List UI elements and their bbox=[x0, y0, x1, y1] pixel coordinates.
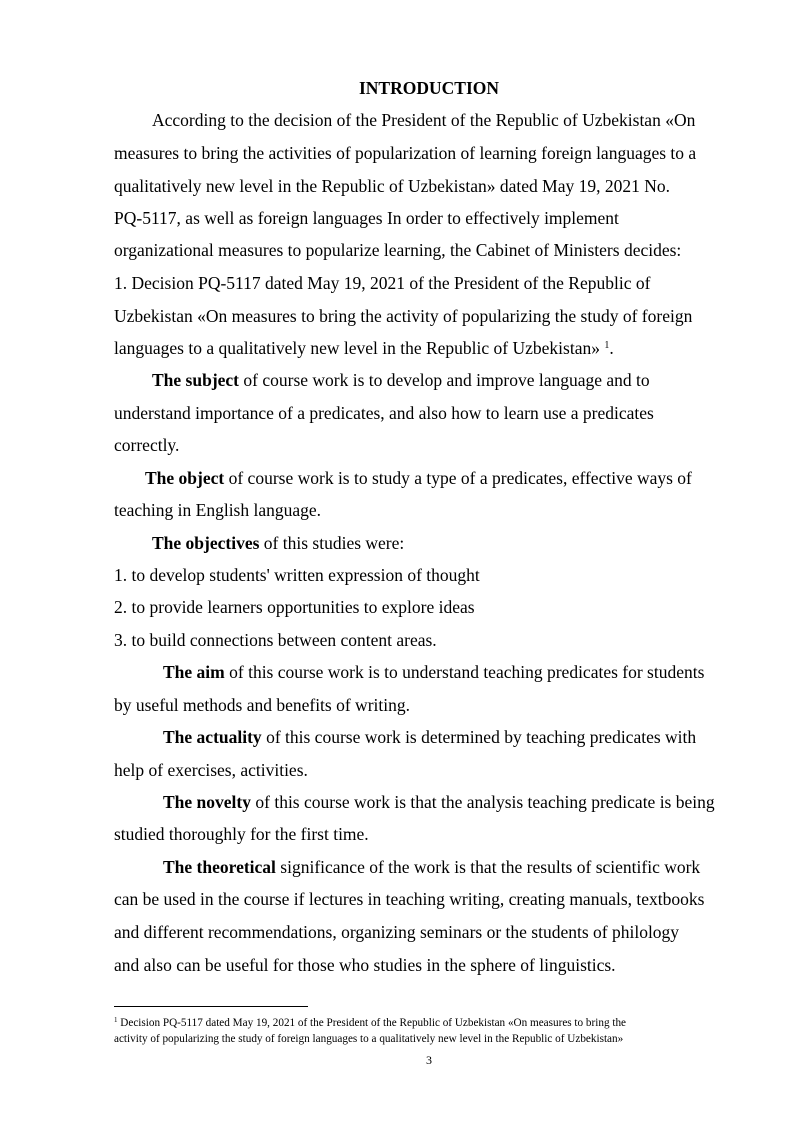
subject-term: The subject bbox=[152, 370, 240, 390]
intro-line-text: languages to a qualitatively new level in the Republic of Uzbekistan» bbox=[114, 338, 605, 358]
theoretical-term: The theoretical bbox=[163, 857, 276, 877]
intro-line-last bbox=[114, 337, 614, 359]
subject-line: correctly. bbox=[114, 435, 180, 455]
novelty-term: The novelty bbox=[163, 792, 251, 812]
aim-text: of this course work is to understand teaching predicates for students bbox=[224, 662, 705, 682]
objectives-paragraph bbox=[152, 532, 404, 554]
intro-line-end: . bbox=[609, 338, 614, 358]
object-line: teaching in English language. bbox=[114, 500, 322, 520]
page-number: 3 bbox=[426, 1053, 432, 1067]
aim-line: by useful methods and benefits of writing. bbox=[114, 695, 410, 715]
actuality-line: help of exercises, activities. bbox=[114, 760, 308, 780]
objectives-term: The objectives bbox=[152, 533, 260, 553]
intro-line: organizational measures to popularize learning, the Cabinet of Ministers decides: bbox=[114, 240, 682, 260]
novelty-paragraph bbox=[163, 791, 715, 813]
subject-paragraph bbox=[152, 369, 650, 391]
objectives-text: of this studies were: bbox=[259, 533, 405, 553]
aim-paragraph bbox=[163, 661, 704, 683]
subject-text: of course work is to develop and improve language and to bbox=[239, 370, 650, 390]
footnote-line bbox=[114, 1016, 626, 1031]
intro-line: 1. Decision PQ-5117 dated May 19, 2021 of the President of the Republic of bbox=[114, 273, 651, 293]
novelty-line: studied thoroughly for the first time. bbox=[114, 824, 369, 844]
object-term: The object bbox=[145, 468, 225, 488]
actuality-paragraph bbox=[163, 726, 696, 748]
actuality-text: of this course work is determined by teaching predicates with bbox=[261, 727, 697, 747]
intro-line: qualitatively new level in the Republic of Uzbekistan» dated May 19, 2021 No. bbox=[114, 176, 670, 196]
footnote-line: activity of popularizing the study of foreign languages to a qualitatively new level in the Republic of Uzbekistan» bbox=[114, 1033, 624, 1045]
theoretical-line: and also can be useful for those who studies in the sphere of linguistics. bbox=[114, 955, 616, 975]
footnote-separator bbox=[114, 1006, 308, 1007]
subject-line: understand importance of a predicates, and also how to learn use a predicates bbox=[114, 403, 654, 423]
novelty-text: of this course work is that the analysis teaching predicate is being bbox=[251, 792, 715, 812]
objective-item: 3. to build connections between content areas. bbox=[114, 630, 437, 650]
page-title: INTRODUCTION bbox=[358, 78, 500, 98]
objective-item: 1. to develop students' written expression of thought bbox=[114, 565, 480, 585]
intro-line: measures to bring the activities of popularization of learning foreign languages to a bbox=[114, 143, 697, 163]
actuality-term: The actuality bbox=[163, 727, 262, 747]
aim-term: The aim bbox=[163, 662, 225, 682]
object-text: of course work is to study a type of a predicates, effective ways of bbox=[224, 468, 692, 488]
intro-line: According to the decision of the President of the Republic of Uzbekistan «On bbox=[152, 110, 696, 130]
footnote-marker: 1 bbox=[114, 1016, 118, 1024]
footnote-text: Decision PQ-5117 dated May 19, 2021 of the President of the Republic of Uzbekistan «On measures to bring the bbox=[117, 1017, 627, 1029]
theoretical-text: significance of the work is that the results of scientific work bbox=[275, 857, 701, 877]
objective-item: 2. to provide learners opportunities to explore ideas bbox=[114, 597, 475, 617]
theoretical-line: can be used in the course if lectures in teaching writing, creating manuals, textbooks bbox=[114, 889, 705, 909]
theoretical-paragraph bbox=[163, 856, 700, 878]
intro-line: PQ-5117, as well as foreign languages In order to effectively implement bbox=[114, 208, 619, 228]
footnote-reference: 1 bbox=[604, 340, 610, 351]
intro-line: Uzbekistan «On measures to bring the activity of popularizing the study of foreign bbox=[114, 306, 693, 326]
theoretical-line: and different recommendations, organizing seminars or the students of philology bbox=[114, 922, 680, 942]
object-paragraph bbox=[145, 467, 692, 489]
